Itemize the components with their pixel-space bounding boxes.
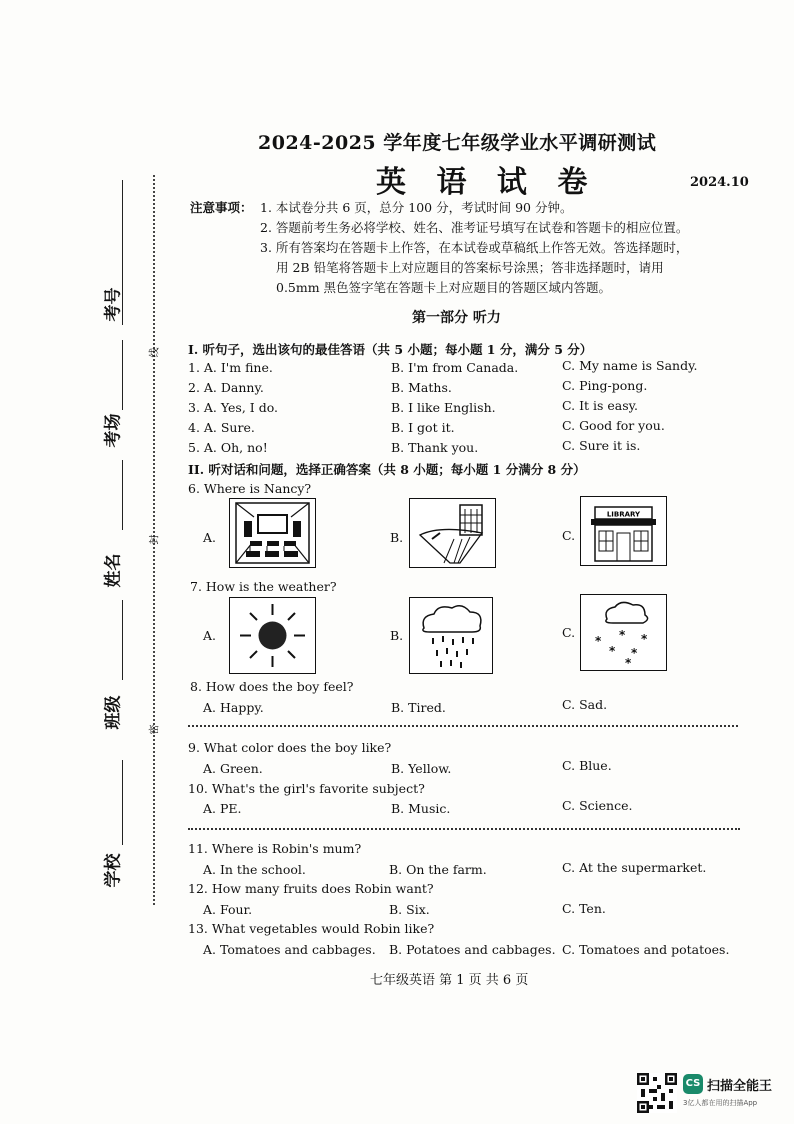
svg-text:*: * xyxy=(625,656,632,670)
binding-mark-line: 线 xyxy=(149,347,161,358)
q6-library-picture xyxy=(580,496,667,566)
q10-option-b: B. Music. xyxy=(391,801,451,816)
dialogue-divider-1 xyxy=(188,725,738,727)
camscanner-tagline: 3亿人都在用的扫描App xyxy=(683,1099,758,1107)
q11-text: 11. Where is Robin's mum? xyxy=(188,841,362,856)
binding-label-class: 班级 xyxy=(103,695,124,730)
q1-option-a: 1. A. I'm fine. xyxy=(188,360,273,375)
q4-option-b: B. I got it. xyxy=(391,420,455,435)
binding-label-name: 姓名 xyxy=(103,553,124,588)
q12-option-c: C. Ten. xyxy=(562,901,606,916)
svg-text:*: * xyxy=(641,632,648,646)
library-sign-text: LIBRARY xyxy=(606,510,641,519)
q12-text: 12. How many fruits does Robin want? xyxy=(188,881,434,896)
dialogue-divider-2 xyxy=(188,828,740,830)
q7-label-c: C. xyxy=(562,625,576,640)
section-one-title: I. 听句子，选出该句的最佳答语（共 5 小题；每小题 1 分，满分 5 分） xyxy=(188,342,593,357)
qr-code xyxy=(637,1073,677,1113)
exam-subtitle: 英 语 试 卷 xyxy=(376,165,598,200)
q13-option-b: B. Potatoes and cabbages. xyxy=(389,942,556,957)
binding-line-school xyxy=(122,760,123,845)
q9-option-a: A. Green. xyxy=(203,761,263,776)
q4-option-c: C. Good for you. xyxy=(562,418,665,433)
q2-option-c: C. Ping-pong. xyxy=(562,378,648,393)
q6-playground-picture xyxy=(409,498,496,568)
notice-item-1: 1. 本试卷分共 6 页，总分 100 分，考试时间 90 分钟。 xyxy=(260,200,573,215)
q6-classroom-picture xyxy=(229,498,316,568)
q8-text: 8. How does the boy feel? xyxy=(190,679,354,694)
q9-text: 9. What color does the boy like? xyxy=(188,740,392,755)
svg-text:*: * xyxy=(631,646,638,660)
binding-line-kaochang xyxy=(122,340,123,410)
q5-option-a: 5. A. Oh, no! xyxy=(188,440,268,455)
q3-option-b: B. I like English. xyxy=(391,400,496,415)
q12-option-b: B. Six. xyxy=(389,902,430,917)
q13-text: 13. What vegetables would Robin like? xyxy=(188,921,435,936)
binding-label-school: 学校 xyxy=(103,853,124,888)
exam-date: 2024.10 xyxy=(690,175,749,190)
notice-label: 注意事项： xyxy=(190,200,253,215)
exam-title: 2024-2025 学年度七年级学业水平调研测试 xyxy=(258,132,657,154)
q11-option-a: A. In the school. xyxy=(203,862,306,877)
q7-label-a: A. xyxy=(203,628,217,643)
q3-option-c: C. It is easy. xyxy=(562,398,639,413)
svg-text:*: * xyxy=(619,628,626,642)
q11-option-b: B. On the farm. xyxy=(389,862,487,877)
notice-item-5: 0.5mm 黑色签字笔在答题卡上对应题目的答题区域内答题。 xyxy=(276,280,612,295)
q5-option-b: B. Thank you. xyxy=(391,440,479,455)
svg-text:*: * xyxy=(595,634,602,648)
q2-option-a: 2. A. Danny. xyxy=(188,380,264,395)
q10-option-c: C. Science. xyxy=(562,798,633,813)
q6-label-c: C. xyxy=(562,528,576,543)
q6-text: 6. Where is Nancy? xyxy=(188,481,312,496)
q8-option-c: C. Sad. xyxy=(562,697,608,712)
q12-option-a: A. Four. xyxy=(203,902,253,917)
q1-option-c: C. My name is Sandy. xyxy=(562,358,698,373)
notice-item-2: 2. 答题前考生务必将学校、姓名、准考证号填写在试卷和答题卡的相应位置。 xyxy=(260,220,689,235)
q10-text: 10. What's the girl's favorite subject? xyxy=(188,781,425,796)
q5-option-c: C. Sure it is. xyxy=(562,438,641,453)
q3-option-a: 3. A. Yes, I do. xyxy=(188,400,278,415)
binding-mark-secret: 密 xyxy=(149,724,161,735)
q7-snowy-picture xyxy=(580,594,667,671)
q2-option-b: B. Maths. xyxy=(391,380,452,395)
q9-option-c: C. Blue. xyxy=(562,758,612,773)
q8-option-b: B. Tired. xyxy=(391,700,446,715)
q9-option-b: B. Yellow. xyxy=(391,761,452,776)
part-one-title: 第一部分 听力 xyxy=(412,310,501,326)
binding-label-kaohao: 考号 xyxy=(103,287,124,322)
binding-line-class xyxy=(122,600,123,680)
page-footer: 七年级英语 第 1 页 共 6 页 xyxy=(370,973,529,988)
q7-sunny-picture xyxy=(229,597,316,674)
q11-option-c: C. At the supermarket. xyxy=(562,860,707,875)
binding-label-kaochang: 考场 xyxy=(103,413,124,448)
q13-option-c: C. Tomatoes and potatoes. xyxy=(562,942,730,957)
binding-line-name xyxy=(122,460,123,530)
q6-label-b: B. xyxy=(390,530,404,545)
section-two-title: II. 听对话和问题，选择正确答案（共 8 小题；每小题 1 分满分 8 分） xyxy=(188,462,586,477)
q4-option-a: 4. A. Sure. xyxy=(188,420,255,435)
q13-option-a: A. Tomatoes and cabbages. xyxy=(203,942,376,957)
q7-rainy-picture xyxy=(409,597,493,674)
camscanner-logo: CS xyxy=(683,1074,703,1094)
notice-item-4: 用 2B 铅笔将答题卡上对应题目的答案标号涂黑；答非选择题时，请用 xyxy=(276,260,664,275)
q1-option-b: B. I'm from Canada. xyxy=(391,360,519,375)
q6-label-a: A. xyxy=(203,530,217,545)
q8-option-a: A. Happy. xyxy=(203,700,264,715)
camscanner-app-name: 扫描全能王 xyxy=(707,1079,773,1094)
binding-mark-seal: 封 xyxy=(149,534,161,545)
q7-label-b: B. xyxy=(390,628,404,643)
svg-text:*: * xyxy=(609,644,616,658)
q7-text: 7. How is the weather? xyxy=(190,579,337,594)
notice-item-3: 3. 所有答案均在答题卡上作答，在本试卷或草稿纸上作答无效。答选择题时， xyxy=(260,240,689,255)
q10-option-a: A. PE. xyxy=(203,801,242,816)
